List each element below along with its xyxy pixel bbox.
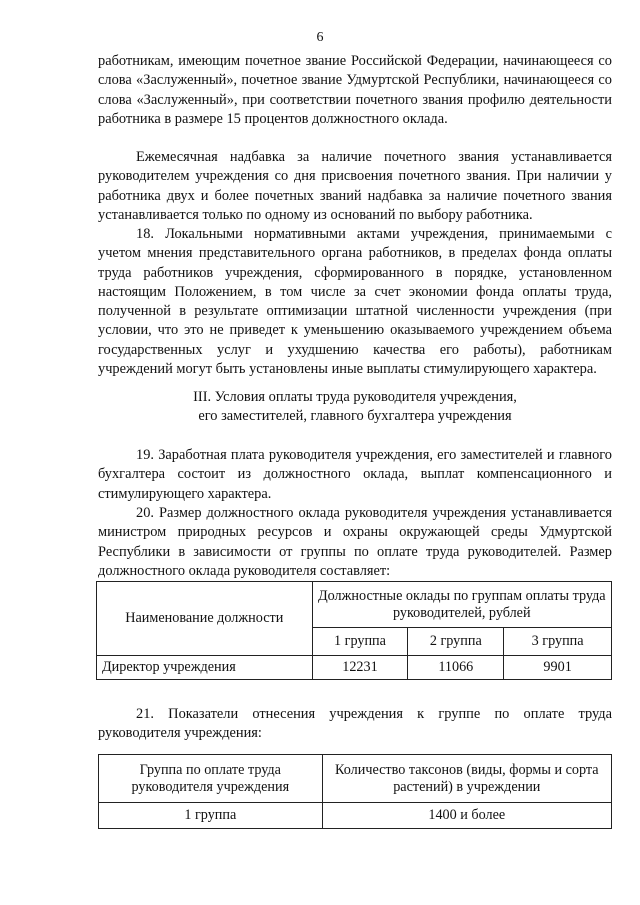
salary-table-group-1-header: 1 группа: [312, 628, 408, 656]
section-heading: [98, 388, 612, 427]
paragraph-item-18: 18. Локальными нормативными актами учреждения, принимаемыми с учетом мнения представительного органа работников, в пределах фонда оплаты труда работников учреждения, сформированного в порядке, установленном настоящим Положением, в том числе за счет экономии фонда оплаты труда, полученной в результате оптимизации штатной численности учреждения (при условии, что это не приведет к уменьшению оказываемого учреждением объема государственных услуг и ухудшению качества его работы), работникам учреждений могут быть установлены иные выплаты стимулирующего характера.: [98, 226, 612, 378]
paragraph-item-20: 20. Размер должностного оклада руководителя учреждения устанавливается министром природных ресурсов и охраны окружающей среды Удмуртской Республики в зависимости от группы по оплате труда руководителей. Размер должностного оклада руководителя составляет:: [98, 505, 612, 579]
taxon-table-group-cell: 1 группа: [99, 803, 323, 829]
taxon-table-header-row: [99, 755, 612, 803]
paragraph-honorary-title-continued: работникам, имеющим почетное звание Российской Федерации, начинающееся со слова «Заслуженный», почетное звание Удмуртской Республики, начинающееся со слова «Заслуженный», при соответствии почетного звания профилю деятельности работника в размере 15 процентов должностного оклада.: [98, 53, 612, 127]
table-row: [99, 803, 612, 829]
salary-table-value-group-3: 9901: [504, 656, 612, 680]
paragraph-item-19: 19. Заработная плата руководителя учреждения, его заместителей и главного бухгалтера состоит из должностного оклада, выплат компенсационного и стимулирующего характера.: [98, 447, 612, 502]
taxon-table-taxa-cell: 1400 и более: [322, 803, 611, 829]
salary-table-position-cell: Директор учреждения: [97, 656, 313, 680]
salary-table: [96, 581, 612, 680]
salary-table-group-3-header: 3 группа: [504, 628, 612, 656]
paragraph-item-21: 21. Показатели отнесения учреждения к группе по оплате труда руководителя учреждения:: [98, 706, 612, 742]
salary-table-value-group-2: 11066: [408, 656, 504, 680]
page-number: 6: [316, 30, 324, 45]
salary-table-group-2-header: 2 группа: [408, 628, 504, 656]
salary-table-position-header: Наименование должности: [97, 582, 313, 656]
paragraph-monthly-allowance: Ежемесячная надбавка за наличие почетного звания устанавливается руководителем учреждения со дня присвоения почетного звания. При наличии у работника двух и более почетных званий надбавка за наличие почетного звания устанавливается только по одному из оснований по выбору работника.: [98, 149, 612, 223]
section-heading-line-2: его заместителей, главного бухгалтера учреждения: [198, 408, 512, 425]
taxon-table-group-header: Группа по оплате труда руководителя учреждения: [99, 755, 323, 803]
taxon-table: [98, 754, 612, 829]
section-heading-line-1: III. Условия оплаты труда руководителя учреждения,: [193, 389, 517, 405]
table-row: [97, 656, 612, 680]
salary-table-header-row: [97, 582, 612, 628]
salary-table-value-group-1: 12231: [312, 656, 408, 680]
salary-table-group-header: Должностные оклады по группам оплаты труда руководителей, рублей: [312, 582, 611, 628]
taxon-table-taxa-header: Количество таксонов (виды, формы и сорта растений) в учреждении: [322, 755, 611, 803]
